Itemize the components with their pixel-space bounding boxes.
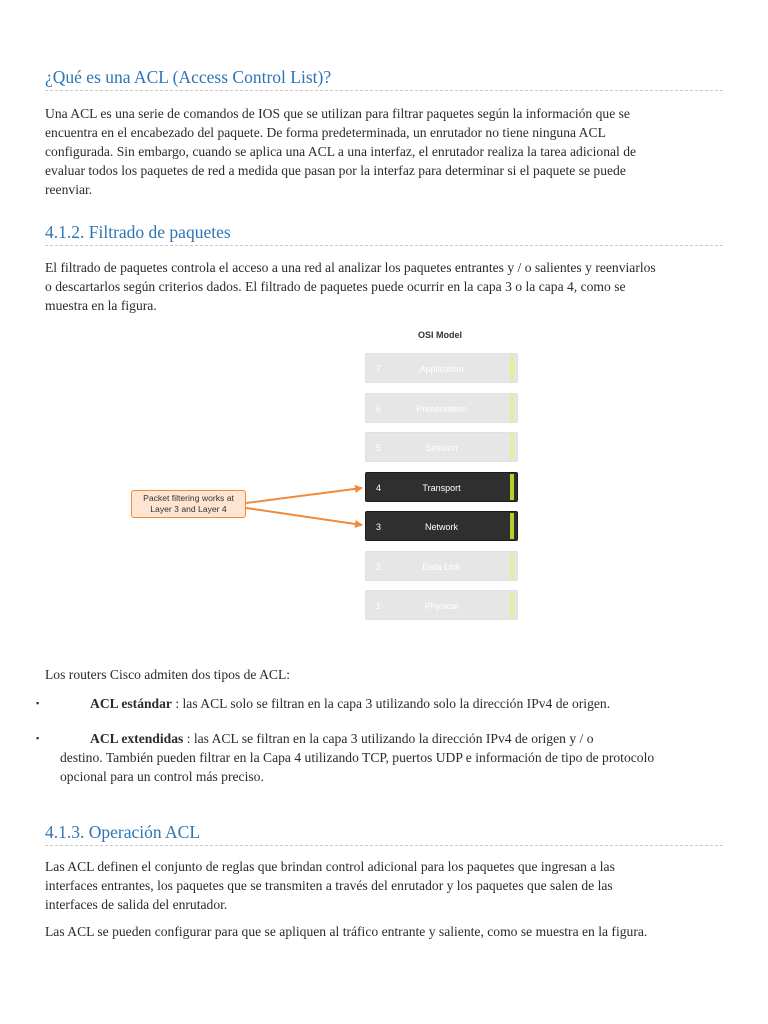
operation-last-paragraph: Las ACL se pueden configurar para que se apliquen al tráfico entrante y saliente, como se muestra en la figura. [45, 924, 648, 939]
list-item-extended-acl [36, 729, 726, 786]
text-line: interfaces entrantes, los paquetes que se transmiten a través del enrutador y los paquetes que salen de las [45, 878, 613, 893]
section-title-filtering: 4.1.2. Filtrado de paquetes [45, 221, 723, 246]
text-line: configurada. Sin embargo, cuando se aplica una ACL a una interfaz, el enrutador realiza la tarea adicional de [45, 144, 637, 159]
operation-paragraph [45, 857, 723, 914]
layer-name: Data Link [422, 562, 461, 572]
layer-number: 6 [376, 404, 382, 414]
arrow-to-network [246, 508, 362, 525]
layer-number: 5 [376, 443, 382, 453]
layer-name: Network [424, 522, 458, 532]
text-line: o descartarlos según criterios dados. El filtrado de paquetes puede ocurrir en la capa 3 o la capa 4, como se [45, 279, 626, 294]
layer-number: 4 [376, 483, 382, 493]
routers-intro: Los routers Cisco admiten dos tipos de ACL: [45, 667, 291, 682]
term-extended-acl: ACL extendidas [90, 731, 184, 746]
text-line: Una ACL es una serie de comandos de IOS que se utilizan para filtrar paquetes según la información que se [45, 106, 630, 121]
definition-text: : las ACL solo se filtran en la capa 3 utilizando solo la dirección IPv4 de origen. [171, 696, 611, 711]
layer-name: Presentation [416, 404, 467, 414]
osi-model-title: OSI Model [417, 330, 462, 340]
text-line: reenviar. [45, 182, 93, 197]
bullet-icon: ▪ [36, 733, 40, 743]
text-line: interfaces de salida del enrutador. [45, 897, 228, 912]
definition-text: : las ACL se filtran en la capa 3 utilizando la dirección IPv4 de origen y / o [183, 731, 594, 746]
section-title-operation: 4.1.3. Operación ACL [45, 821, 723, 846]
callout-line: Packet filtering works at [143, 493, 234, 503]
layer-name: Application [419, 364, 464, 374]
section-title-acl: ¿Qué es una ACL (Access Control List)? [45, 66, 723, 91]
term-standard-acl: ACL estándar [90, 696, 172, 711]
bullet-icon: ▪ [36, 698, 40, 708]
text-line: El filtrado de paquetes controla el acceso a una red al analizar los paquetes entrantes y / o salientes y reenviarlos [45, 260, 656, 275]
text-line: muestra en la figura. [45, 298, 157, 313]
text-line: encuentra en el encabezado del paquete. De forma predeterminada, un enrutador no tiene ninguna ACL [45, 125, 606, 140]
layer-number: 3 [376, 522, 382, 532]
text-line: destino. También pueden filtrar en la Capa 4 utilizando TCP, puertos UDP e información de tipo de protocolo [60, 750, 655, 765]
layer-name: Session [425, 443, 458, 453]
arrow-to-transport [246, 488, 362, 503]
layer-name: Physical [424, 601, 459, 611]
text-line: Las ACL definen el conjunto de reglas que brindan control adicional para los paquetes que ingresan a las [45, 859, 615, 874]
layer-name: Transport [422, 483, 461, 493]
list-item-standard-acl [36, 694, 726, 713]
packet-filtering-callout [131, 490, 246, 518]
layer-number: 7 [376, 364, 382, 374]
text-line: evaluar todos los paquetes de red a medida que pasan por la interfaz para determinar si el paquete se puede [45, 163, 626, 178]
callout-line: Layer 3 and Layer 4 [150, 503, 227, 514]
text-line: opcional para un control más preciso. [60, 769, 264, 784]
layer-number: 1 [376, 601, 382, 611]
layer-number: 2 [376, 562, 382, 572]
